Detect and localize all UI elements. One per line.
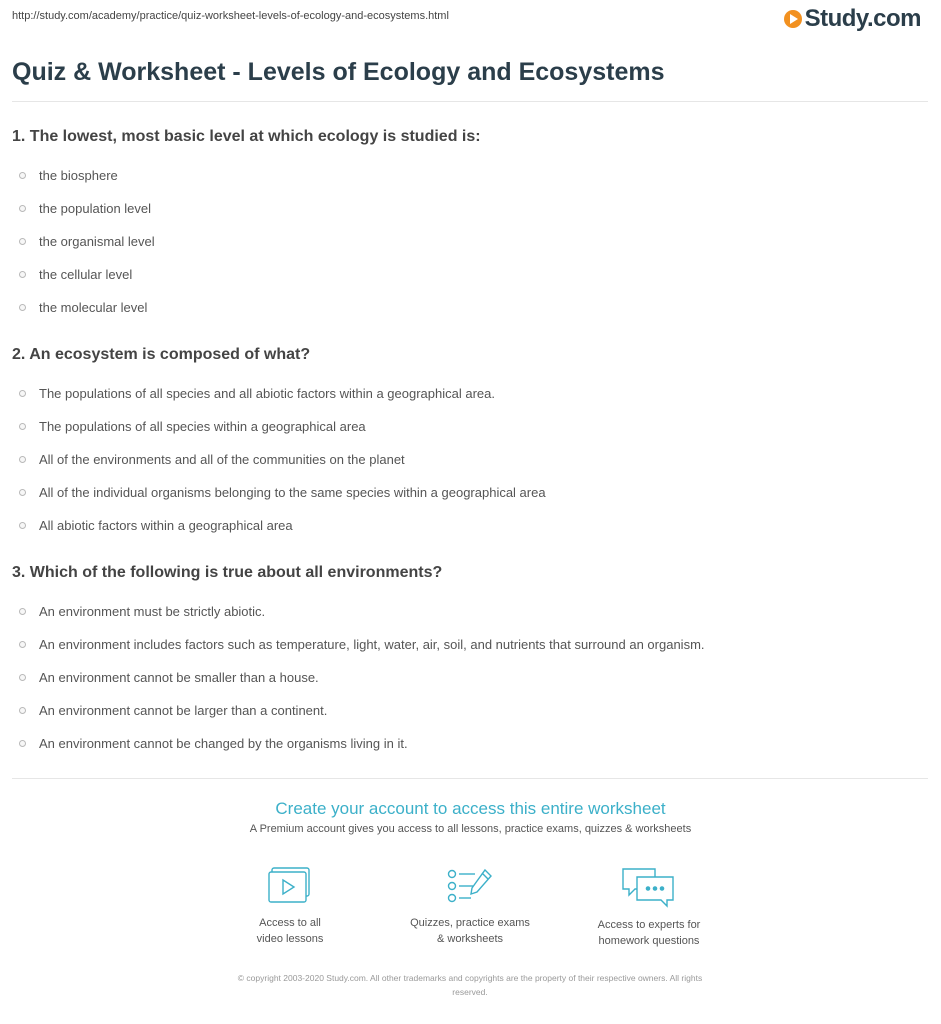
radio-button-icon[interactable]	[19, 740, 26, 747]
radio-button-icon[interactable]	[19, 522, 26, 529]
choice-label: All abiotic factors within a geographical area	[39, 518, 293, 533]
choice-label: An environment cannot be smaller than a house.	[39, 670, 319, 685]
radio-button-icon[interactable]	[19, 674, 26, 681]
choice-label: The populations of all species and all abiotic factors within a geographical area.	[39, 386, 495, 401]
page-title: Quiz & Worksheet - Levels of Ecology and Ecosystems	[12, 58, 665, 86]
question-text: 3. Which of the following is true about all environments?	[12, 564, 443, 581]
choice-label: An environment must be strictly abiotic.	[39, 604, 266, 619]
radio-button-icon[interactable]	[19, 271, 26, 278]
radio-button-icon[interactable]	[19, 390, 26, 397]
radio-button-icon[interactable]	[19, 608, 26, 615]
radio-button-icon[interactable]	[19, 423, 26, 430]
feature-label: video lessons	[256, 933, 324, 945]
feature-label: Access to experts for	[597, 919, 701, 931]
feature-label: & worksheets	[436, 933, 504, 945]
answer-choice[interactable]	[12, 159, 928, 192]
answer-choice[interactable]	[12, 595, 928, 628]
footer-line: © copyright 2003-2020 Study.com. All other trademarks and copyrights are the property of their respective owners. All rights	[237, 973, 703, 983]
radio-button-icon[interactable]	[19, 205, 26, 212]
radio-button-icon[interactable]	[19, 489, 26, 496]
video-lesson-icon	[267, 866, 313, 906]
choice-label: An environment includes factors such as temperature, light, water, air, soil, and nutrients that surround an organism.	[39, 637, 705, 652]
cta-divider	[12, 778, 928, 779]
feature-video-lessons	[205, 866, 375, 947]
answer-choice[interactable]	[12, 192, 928, 225]
choice-label: the biosphere	[39, 168, 118, 183]
question-text: 2. An ecosystem is composed of what?	[12, 346, 311, 363]
choice-label: An environment cannot be larger than a continent.	[39, 703, 328, 718]
feature-label: homework questions	[598, 935, 700, 947]
choice-label: The populations of all species within a geographical area	[39, 419, 366, 434]
choice-label: the cellular level	[39, 267, 133, 282]
radio-button-icon[interactable]	[19, 707, 26, 714]
answer-choice[interactable]	[12, 291, 928, 324]
answer-choice[interactable]	[12, 225, 928, 258]
feature-quizzes	[385, 866, 555, 947]
radio-button-icon[interactable]	[19, 172, 26, 179]
answer-choice[interactable]	[12, 628, 928, 661]
feature-label: Access to all	[259, 917, 321, 929]
cta-subtitle: A Premium account gives you access to all lessons, practice exams, quizzes & worksheets	[249, 823, 692, 835]
study-logo[interactable]	[784, 5, 921, 33]
answer-choice[interactable]	[12, 476, 928, 509]
chat-bubbles-icon	[621, 866, 677, 908]
feature-label: Quizzes, practice exams	[410, 917, 530, 929]
quiz-checklist-icon	[445, 866, 495, 906]
answer-choice[interactable]	[12, 410, 928, 443]
radio-button-icon[interactable]	[19, 238, 26, 245]
title-divider	[12, 101, 928, 102]
answer-choice[interactable]	[12, 661, 928, 694]
question-text: 1. The lowest, most basic level at which ecology is studied is:	[12, 128, 481, 145]
radio-button-icon[interactable]	[19, 304, 26, 311]
feature-experts	[564, 866, 734, 949]
answer-choice[interactable]	[12, 694, 928, 727]
choice-label: the organismal level	[39, 234, 155, 249]
create-account-link[interactable]: Create your account to access this entire worksheet	[275, 799, 666, 818]
choice-label: All of the environments and all of the communities on the planet	[39, 452, 405, 467]
answer-choice[interactable]	[12, 258, 928, 291]
radio-button-icon[interactable]	[19, 456, 26, 463]
copyright-footer	[170, 971, 770, 999]
answer-choice[interactable]	[12, 377, 928, 410]
footer-line: reserved.	[452, 987, 488, 997]
question-2	[12, 345, 928, 542]
choice-label: the molecular level	[39, 300, 148, 315]
answer-choice[interactable]	[12, 443, 928, 476]
choice-label: All of the individual organisms belonging to the same species within a geographical area	[39, 485, 546, 500]
page-url: http://study.com/academy/practice/quiz-worksheet-levels-of-ecology-and-ecosystems.html	[12, 10, 449, 22]
answer-choice[interactable]	[12, 509, 928, 542]
question-1	[12, 127, 928, 324]
radio-button-icon[interactable]	[19, 641, 26, 648]
play-logo-icon	[784, 10, 802, 28]
choice-label: An environment cannot be changed by the organisms living in it.	[39, 736, 408, 751]
choice-label: the population level	[39, 201, 152, 216]
question-3	[12, 563, 928, 760]
logo-text: Study.com	[804, 5, 921, 32]
answer-choice[interactable]	[12, 727, 928, 760]
